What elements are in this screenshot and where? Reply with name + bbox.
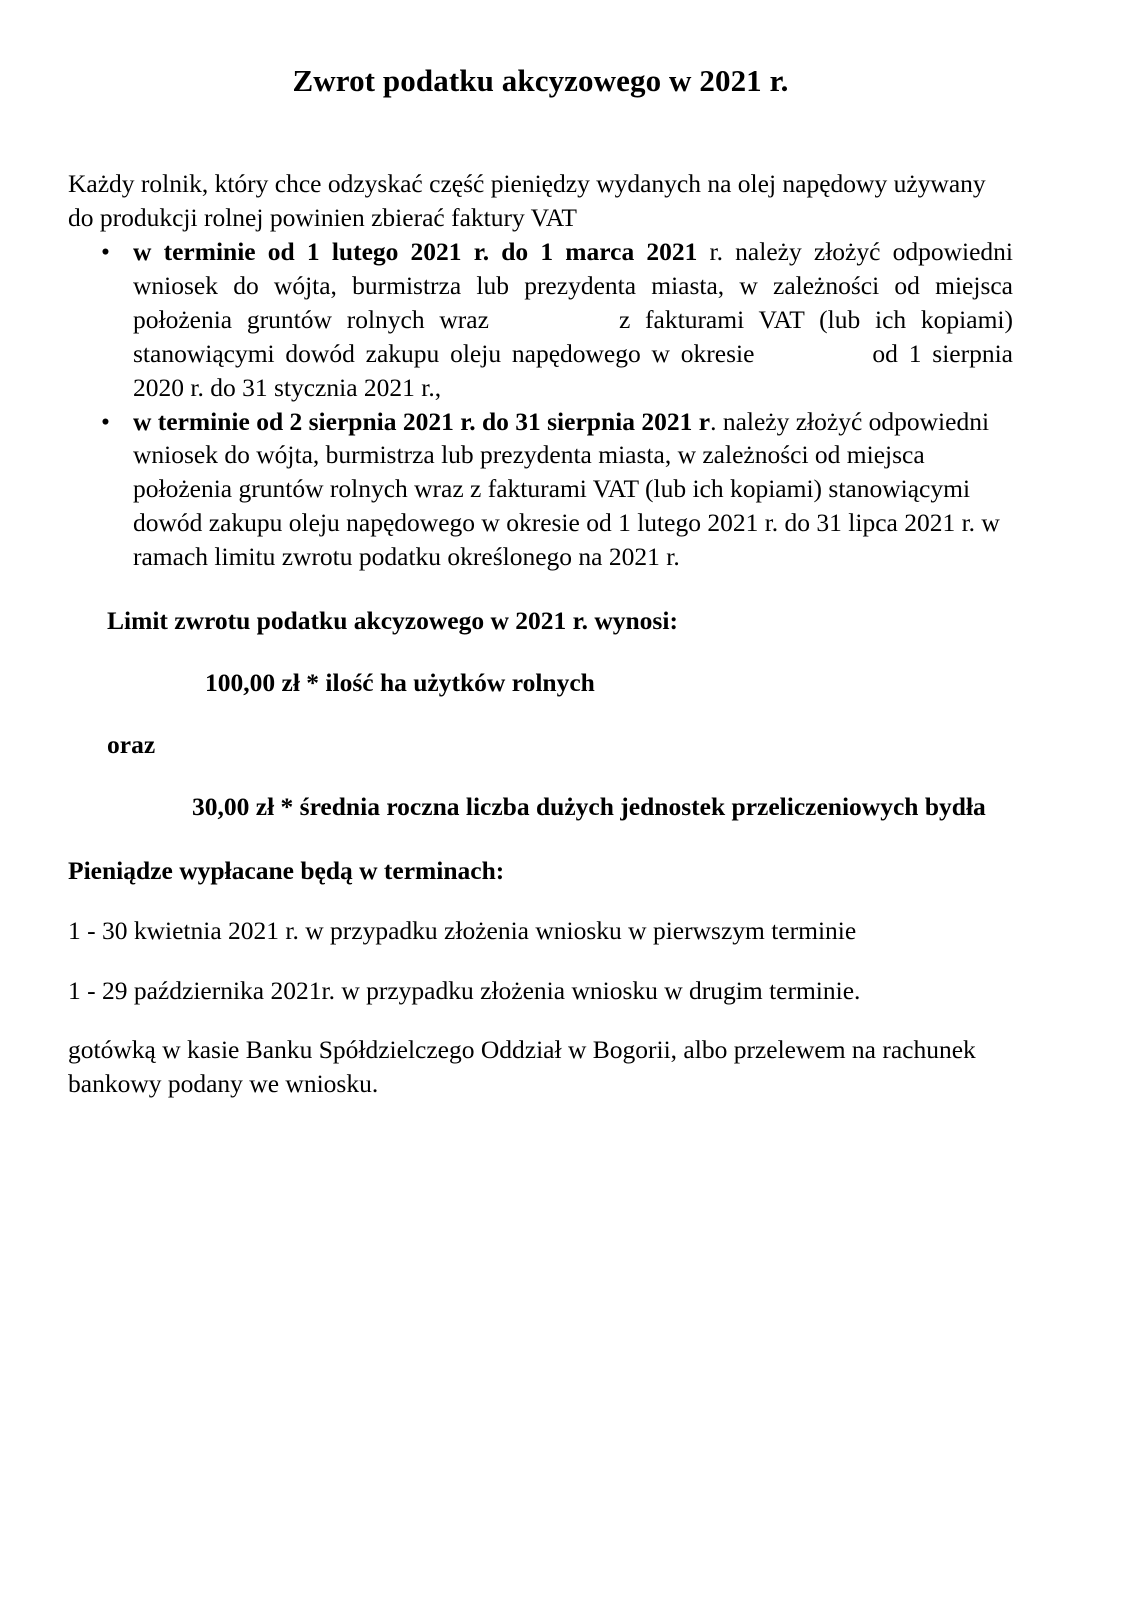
document-content [68, 0, 1013, 1101]
bullet-dot-icon: • [101, 406, 110, 436]
payment-heading: Pieniądze wypłacane będą w terminach: [68, 855, 505, 885]
list-item [68, 235, 1013, 405]
amount-per-livestock-unit: 30,00 zł * średnia roczna liczba dużych jednostek przeliczeniowych bydła [192, 791, 986, 821]
conjunction-label: oraz [107, 729, 156, 759]
amount-per-hectare: 100,00 zł * ilość ha użytków rolnych [205, 667, 595, 697]
bullet-dot-icon: • [101, 237, 110, 266]
intro-paragraph: Każdy rolnik, który chce odzyskać część pieniędzy wydanych na olej napędowy używany do produkcji rolnej powinien zbierać faktury VAT [68, 169, 986, 233]
bullet-1-text-a: r. należy złożyć odpowiedni wniosek do wójta, burmistrza lub prezydenta miasta, w zależności od miejsca położenia gruntów rolnych wraz [133, 237, 1013, 334]
payment-method-paragraph: gotówką w kasie Banku Spółdzielczego Oddział w Bogorii, albo przelewem na rachunek bankowy podany we wniosku. [68, 1035, 976, 1099]
bullet-2-bold-lead: w terminie od 2 sierpnia 2021 r. do 31 sierpnia 2021 r [133, 406, 711, 436]
bullet-1-text-c: od 1 sierpnia 2020 r. do 31 stycznia 2021 r., [133, 338, 1013, 402]
bullet-1-bold-lead: w terminie od 1 lutego 2021 r. do 1 marca 2021 [133, 237, 698, 266]
deadlines-list [68, 235, 1013, 574]
page-title: Zwrot podatku akcyzowego w 2021 r. [292, 63, 789, 98]
bullet-1-text-b: z fakturami VAT (lub ich kopiami) stanowiącymi dowód zakupu oleju napędowego w okresie [133, 304, 1013, 368]
bullet-2-text-a: . należy złożyć odpowiedni wniosek do wójta, burmistrza lub prezydenta miasta, w zależności od miejsca położenia gruntów rolnych wraz z fakturami VAT (lub ich kopiami) stanowiącymi dowód zakupu oleju napędowego w okresie od 1 lutego 2021 r. do 31 lipca 2021 r. w ramach limitu zwrotu podatku określonego na 2021 r. [133, 406, 1000, 572]
payment-term-first: 1 - 30 kwietnia 2021 r. w przypadku złożenia wniosku w pierwszym terminie [68, 915, 857, 945]
payment-term-second: 1 - 29 października 2021r. w przypadku złożenia wniosku w drugim terminie. [68, 975, 861, 1005]
limit-heading: Limit zwrotu podatku akcyzowego w 2021 r. wynosi: [107, 606, 678, 636]
list-item [68, 405, 1013, 575]
